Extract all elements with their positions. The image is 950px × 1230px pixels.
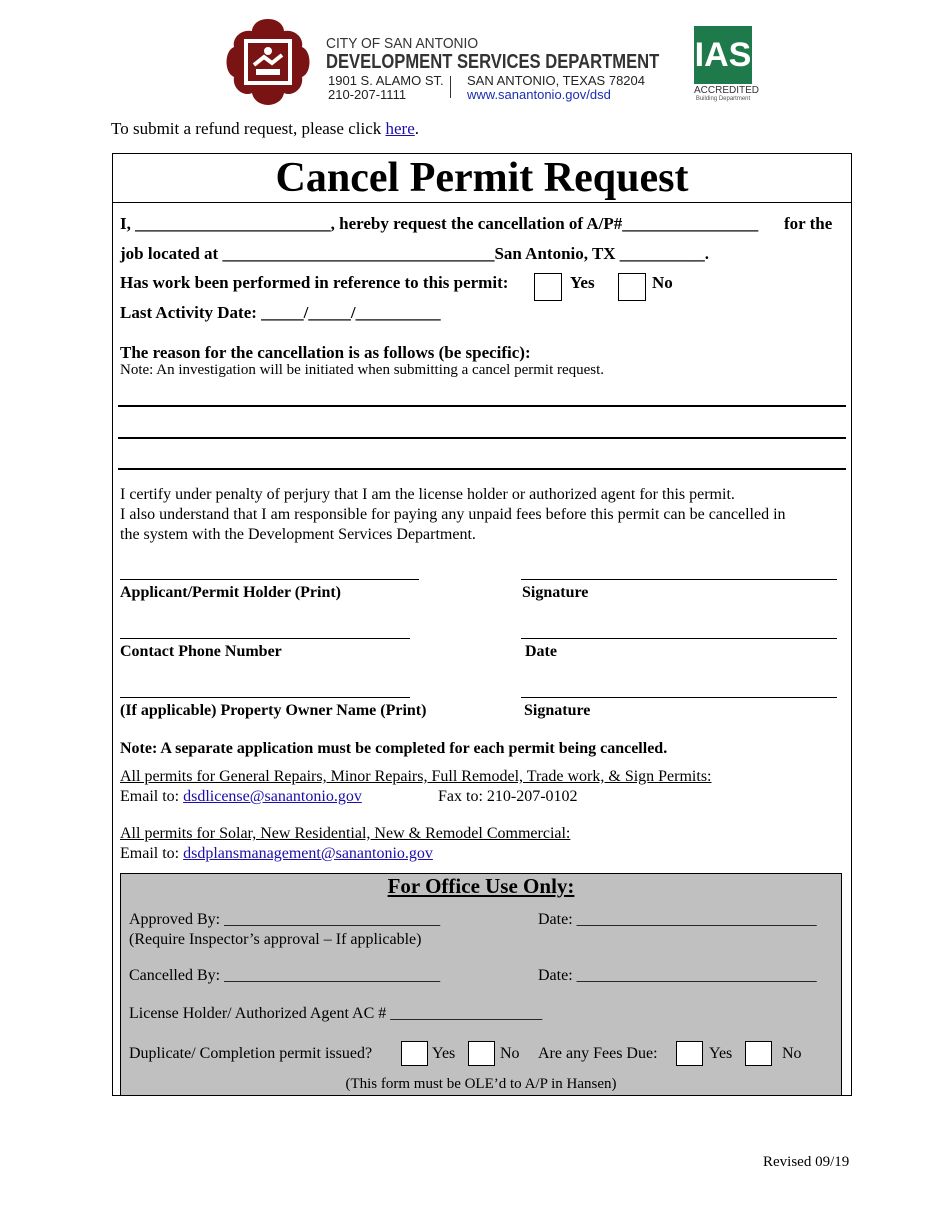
reason-note: Note: An investigation will be initiated when submitting a cancel permit request. xyxy=(120,362,605,378)
last-activity-date: Last Activity Date: _____/_____/__________ xyxy=(120,303,441,322)
refund-line xyxy=(111,119,419,139)
date-line[interactable] xyxy=(521,638,837,639)
group1-heading: All permits for General Repairs, Minor Repairs, Full Remodel, Trade work, & Sign Permits: xyxy=(120,768,712,785)
duplicate-no-checkbox[interactable] xyxy=(468,1041,495,1066)
work-performed-question: Has work been performed in reference to this permit: xyxy=(120,273,509,292)
address-city: SAN ANTONIO, TEXAS 78204 xyxy=(467,73,645,88)
reason-line-2[interactable] xyxy=(118,437,846,439)
city-name: CITY OF SAN ANTONIO xyxy=(326,35,479,52)
group2-email-label: Email to: xyxy=(120,845,184,862)
phone-line[interactable] xyxy=(120,638,410,639)
group1-email-label: Email to: xyxy=(120,788,184,805)
department-name: DEVELOPMENT SERVICES DEPARTMENT xyxy=(326,51,660,73)
approved-date-field[interactable]: Date: ______________________________ xyxy=(538,911,817,928)
duplicate-no-label: No xyxy=(500,1045,520,1062)
reason-line-1[interactable] xyxy=(118,405,846,407)
group2-heading: All permits for Solar, New Residential, New & Remodel Commercial: xyxy=(120,825,571,842)
owner-label: (If applicable) Property Owner Name (Print) xyxy=(120,702,427,719)
office-title: For Office Use Only: xyxy=(387,874,575,898)
work-performed-no-label: No xyxy=(652,273,673,292)
dsdlicense-email-link[interactable]: dsdlicense@sanantonio.gov xyxy=(183,788,362,805)
fees-no-checkbox[interactable] xyxy=(745,1041,772,1066)
ias-department-text: Building Department xyxy=(695,96,751,102)
separate-application-note: Note: A separate application must be completed for each permit being cancelled. xyxy=(120,740,668,757)
approved-by-field[interactable]: Approved By: ___________________________ xyxy=(129,911,441,928)
certify-line-3: the system with the Development Services Department. xyxy=(120,526,476,543)
city-seal-logo xyxy=(222,17,314,107)
job-location-line: job located at ________________________________San Antonio, TX __________. xyxy=(120,244,710,263)
reason-heading: The reason for the cancellation is as follows (be specific): xyxy=(120,343,531,362)
cancelled-date-field[interactable]: Date: ______________________________ xyxy=(538,967,817,984)
ole-note: (This form must be OLE’d to A/P in Hansen) xyxy=(345,1076,617,1092)
ias-badge-text: IAS xyxy=(694,36,752,74)
cancelled-by-field[interactable]: Cancelled By: ___________________________ xyxy=(129,967,441,984)
ias-accredited-text: ACCREDITED xyxy=(694,85,760,96)
address-street: 1901 S. ALAMO ST. xyxy=(328,73,444,88)
group2-email-row xyxy=(120,845,433,863)
fees-due-question: Are any Fees Due: xyxy=(538,1045,658,1062)
dsdplans-email-link[interactable]: dsdplansmanagement@sanantonio.gov xyxy=(183,845,433,862)
duplicate-question: Duplicate/ Completion permit issued? xyxy=(129,1045,373,1062)
revised-date: Revised 09/19 xyxy=(763,1154,850,1170)
applicant-name-line[interactable] xyxy=(120,579,419,580)
for-the-text: for the xyxy=(784,214,833,233)
duplicate-yes-label: Yes xyxy=(432,1045,456,1062)
fees-yes-checkbox[interactable] xyxy=(676,1041,703,1066)
work-performed-no-checkbox[interactable] xyxy=(618,273,646,301)
applicant-signature-line[interactable] xyxy=(521,579,837,580)
signature2-label: Signature xyxy=(524,702,591,719)
phone-label: Contact Phone Number xyxy=(120,643,282,660)
fees-no-label: No xyxy=(782,1045,802,1062)
owner-name-line[interactable] xyxy=(120,697,410,698)
certify-line-1: I certify under penalty of perjury that I am the license holder or authorized agent for this permit. xyxy=(120,486,735,503)
work-performed-yes-checkbox[interactable] xyxy=(534,273,562,301)
certify-line-2: I also understand that I am responsible for paying any unpaid fees before this permit can be cancelled in xyxy=(120,506,786,523)
refund-text: To submit a refund request, please click xyxy=(111,119,386,138)
refund-suffix: . xyxy=(414,119,420,138)
approval-note: (Require Inspector’s approval – If applicable) xyxy=(129,931,422,948)
header-divider xyxy=(450,76,451,98)
applicant-label: Applicant/Permit Holder (Print) xyxy=(120,584,341,601)
owner-signature-line[interactable] xyxy=(521,697,837,698)
applicant-request-line: I, _______________________, hereby request the cancellation of A/P#________________ xyxy=(120,214,759,233)
signature-label: Signature xyxy=(522,584,589,601)
fees-yes-label: Yes xyxy=(709,1045,733,1062)
license-agent-field[interactable]: License Holder/ Authorized Agent AC # ___________________ xyxy=(129,1005,543,1022)
work-performed-yes-label: Yes xyxy=(570,273,595,292)
group1-fax: Fax to: 210-207-0102 xyxy=(438,788,578,805)
ias-accreditation-badge xyxy=(694,26,760,106)
group1-email-row xyxy=(120,788,362,806)
ias-badge-box xyxy=(694,26,752,84)
duplicate-yes-checkbox[interactable] xyxy=(401,1041,428,1066)
reason-line-3[interactable] xyxy=(118,468,846,470)
dsd-website-link[interactable]: www.sanantonio.gov/dsd xyxy=(467,87,611,102)
date-label: Date xyxy=(525,643,557,660)
header-phone: 210-207-1111 xyxy=(328,87,407,102)
refund-here-link[interactable]: here xyxy=(385,119,415,138)
form-title: Cancel Permit Request xyxy=(275,155,689,201)
